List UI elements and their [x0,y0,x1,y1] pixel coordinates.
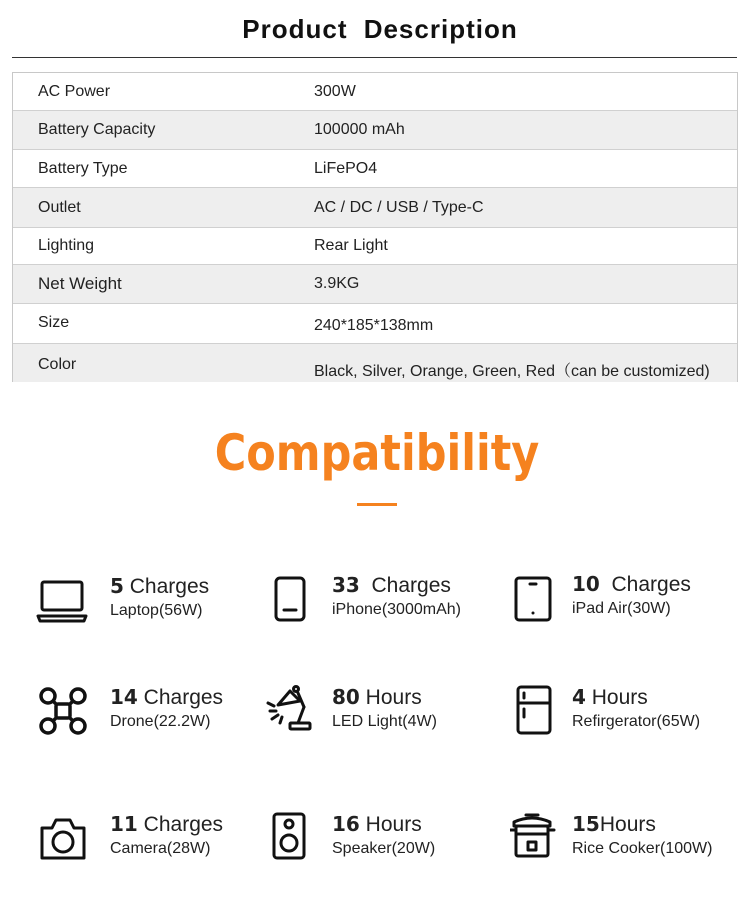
device-label: iPhone(3000mAh) [332,601,461,618]
laptop-icon [36,576,88,628]
spec-value: Rear Light [314,237,388,254]
title-divider [12,57,737,58]
count-value: 10 [572,572,600,596]
count-unit: Hours [359,686,422,709]
speaker-icon [268,812,320,864]
count-value: 15 [572,812,600,836]
device-label: Refirgerator(65W) [572,713,701,730]
spec-row [13,304,737,344]
count-unit: Charges [359,574,451,597]
spec-value: LiFePO4 [314,159,378,177]
spec-table [12,72,738,382]
spec-key: Size [38,314,70,331]
count-value: 11 [110,812,138,836]
device-label: Camera(28W) [110,840,211,857]
device-label: LED Light(4W) [332,713,437,730]
rice-cooker-icon [510,812,562,864]
count-value: 4 [572,685,586,709]
spec-key: Lighting [38,237,95,254]
spec-key: Outlet [38,198,81,216]
camera-icon [38,814,90,866]
count-value: 33 [332,573,360,597]
count-unit: Charges [123,575,210,598]
tablet-icon [510,576,562,628]
count-unit: Charges [599,573,691,596]
device-label: Rice Cooker(100W) [572,840,713,857]
spec-row [13,188,737,228]
spec-row [13,265,737,304]
count-value: 14 [110,685,138,709]
count-unit: Charges [137,813,224,836]
spec-key: Color [38,356,77,373]
drone-icon [37,685,89,737]
device-label: Drone(22.2W) [110,713,211,730]
count-unit: Hours [359,813,422,836]
heading-accent-rule [357,503,397,506]
count-value: 16 [332,812,360,836]
phone-icon [266,576,318,628]
page-title: Product Description [242,14,518,44]
spec-key: Net Weight [38,274,122,293]
lamp-icon [264,685,316,737]
spec-value: 240*185*138mm [314,317,434,334]
count-value: 80 [332,685,360,709]
count-unit: Hours [585,686,648,709]
spec-key: Battery Capacity [38,121,156,138]
spec-value: AC / DC / USB / Type-C [314,198,484,216]
count-unit: Hours [599,813,656,836]
spec-row [13,344,737,382]
spec-value: 3.9KG [314,275,360,292]
spec-row [13,150,737,188]
spec-value: 300W [314,82,356,100]
count-value: 5 [110,574,124,598]
device-label: Laptop(56W) [110,602,203,619]
device-label: iPad Air(30W) [572,600,671,617]
fridge-icon [510,685,562,737]
spec-key: AC Power [38,82,111,100]
spec-value: Black, Silver, Orange, Green, Red（can be customized) [314,363,710,380]
spec-row [13,111,737,150]
spec-row [13,228,737,265]
spec-key: Battery Type [38,159,128,177]
count-unit: Charges [137,686,224,709]
spec-value: 100000 mAh [314,121,405,138]
spec-row [13,73,737,111]
device-label: Speaker(20W) [332,840,436,857]
compatibility-heading: Compatibility [214,424,540,482]
